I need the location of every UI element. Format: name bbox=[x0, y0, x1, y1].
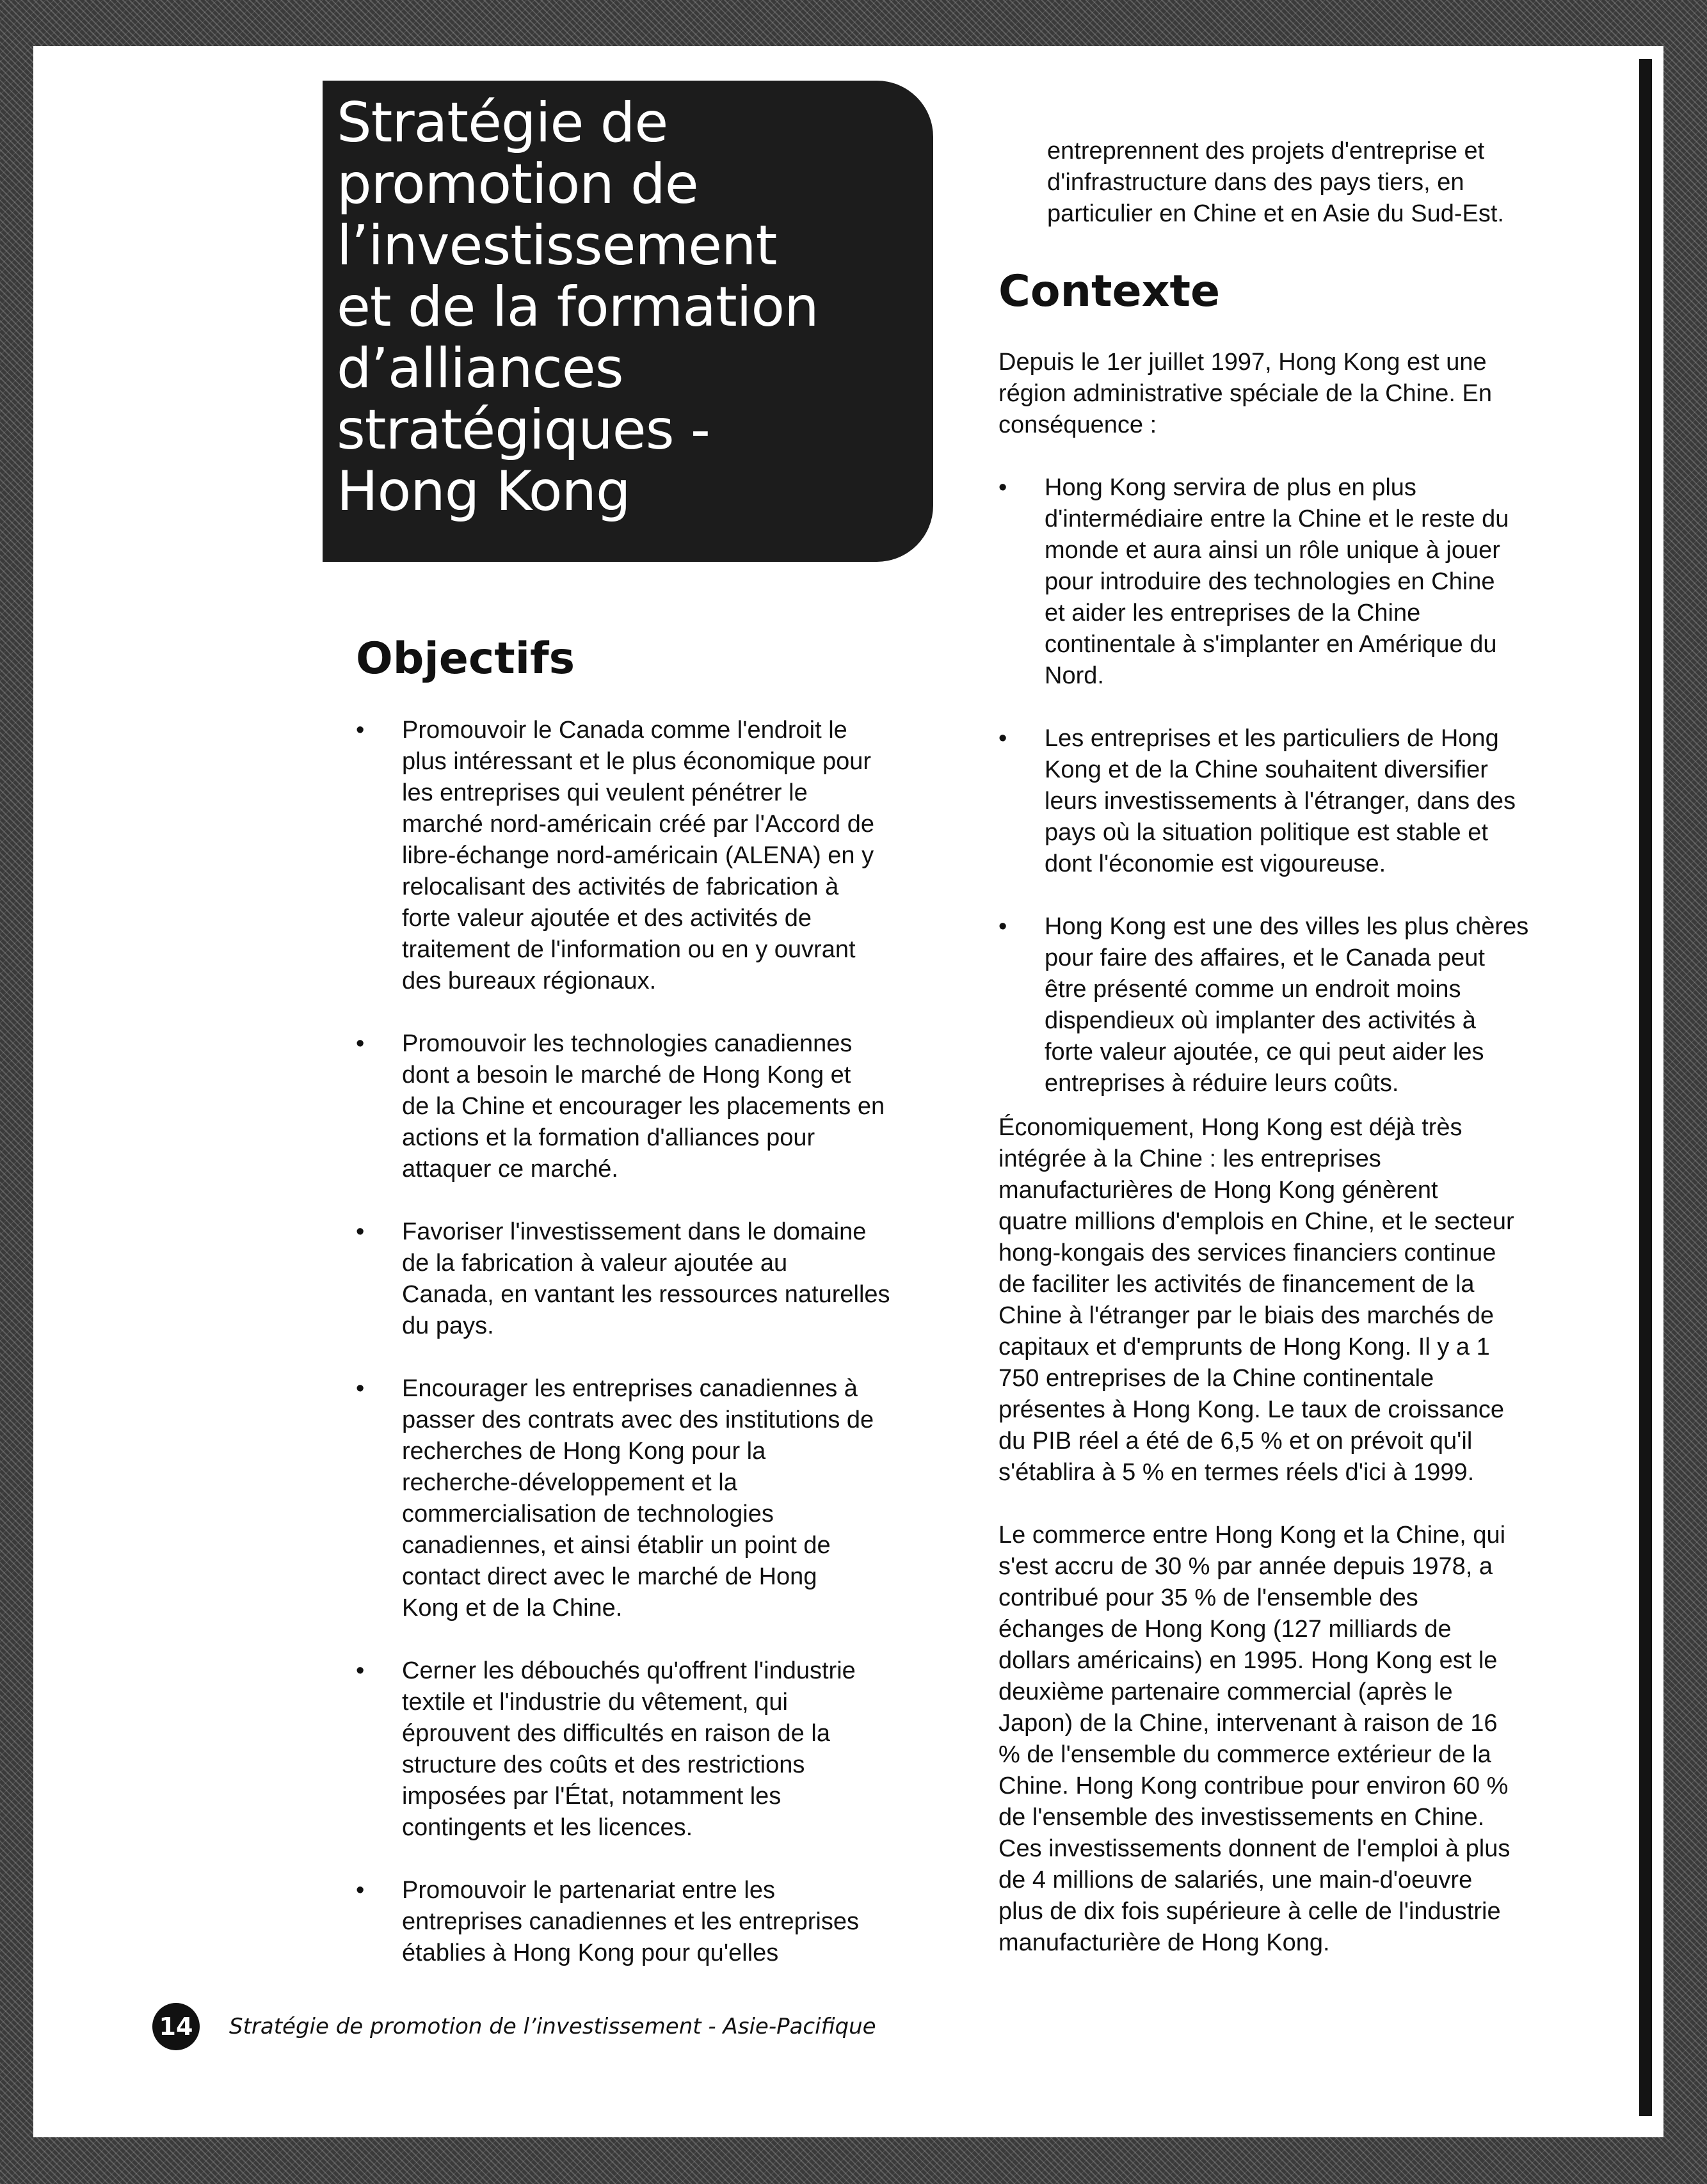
line: de la fabrication à valeur ajoutée au bbox=[402, 1250, 788, 1277]
line: monde et aura ainsi un rôle unique à jouer bbox=[1045, 537, 1500, 564]
bullet-icon: • bbox=[356, 1218, 365, 1245]
title-line: stratégiques - bbox=[337, 398, 710, 462]
list-item bbox=[998, 723, 1639, 880]
bullet-icon: • bbox=[356, 1877, 365, 1904]
contexte-heading: Contexte bbox=[998, 266, 1221, 317]
line: leurs investissements à l'étranger, dans des bbox=[1045, 788, 1516, 815]
page-number: 14 bbox=[152, 2003, 200, 2050]
line: canadiennes, et ainsi établir un point de bbox=[402, 1532, 831, 1559]
line: être présenté comme un endroit moins bbox=[1045, 976, 1461, 1003]
list-item bbox=[356, 1373, 977, 1624]
list-item bbox=[356, 715, 977, 997]
line: Depuis le 1er juillet 1997, Hong Kong est une bbox=[998, 349, 1487, 376]
continuation-paragraph bbox=[1047, 136, 1649, 230]
line: textile et l'industrie du vêtement, qui bbox=[402, 1689, 788, 1716]
bullet-icon: • bbox=[356, 717, 365, 744]
line: Promouvoir le partenariat entre les bbox=[402, 1877, 775, 1904]
line: des bureaux régionaux. bbox=[402, 968, 657, 994]
line: du PIB réel a été de 6,5 % et on prévoit qu'il bbox=[998, 1428, 1473, 1455]
line: intégrée à la Chine : les entreprises bbox=[998, 1145, 1381, 1172]
line: attaquer ce marché. bbox=[402, 1156, 618, 1183]
objectifs-heading: Objectifs bbox=[356, 634, 575, 684]
line: pour faire des affaires, et le Canada peut bbox=[1045, 945, 1485, 971]
line: de la Chine et encourager les placements en bbox=[402, 1093, 885, 1120]
line: du pays. bbox=[402, 1312, 494, 1339]
line: Hong Kong est une des villes les plus chères bbox=[1045, 913, 1529, 940]
line: de 4 millions de salariés, une main-d'oeuvre bbox=[998, 1867, 1473, 1893]
list-item bbox=[356, 1875, 977, 1969]
list-item bbox=[356, 1655, 977, 1844]
contexte-body bbox=[998, 347, 1639, 1959]
line: Promouvoir le Canada comme l'endroit le bbox=[402, 717, 847, 744]
bullet-icon: • bbox=[356, 1030, 365, 1057]
list-item bbox=[998, 472, 1639, 692]
list-item bbox=[356, 1216, 977, 1342]
line: imposées par l'État, notamment les bbox=[402, 1783, 781, 1810]
line: entreprises canadiennes et les entreprises bbox=[402, 1908, 859, 1935]
line: % de l'ensemble du commerce extérieur de la bbox=[998, 1741, 1491, 1768]
line: continentale à s'implanter en Amérique du bbox=[1045, 631, 1497, 658]
line: Nord. bbox=[1045, 662, 1104, 689]
line: contingents et les licences. bbox=[402, 1814, 693, 1841]
line: capitaux et d'emprunts de Hong Kong. Il y a 1 bbox=[998, 1334, 1490, 1360]
line: quatre millions d'emplois en Chine, et le secteur bbox=[998, 1208, 1514, 1235]
trade-paragraph bbox=[998, 1520, 1639, 1959]
line: plus intéressant et le plus économique pour bbox=[402, 748, 872, 775]
line: traitement de l'information ou en y ouvrant bbox=[402, 936, 856, 963]
line: recherches de Hong Kong pour la bbox=[402, 1438, 766, 1465]
line: entreprennent des projets d'entreprise et bbox=[1047, 138, 1485, 164]
line: s'est accru de 30 % par année depuis 1978, a bbox=[998, 1553, 1493, 1580]
line: d'intermédiaire entre la Chine et le reste du bbox=[1045, 506, 1509, 532]
line: Hong Kong servira de plus en plus bbox=[1045, 474, 1416, 501]
title-line: l’investissement bbox=[337, 214, 777, 278]
line: dont l'économie est vigoureuse. bbox=[1045, 850, 1386, 877]
line: Kong et de la Chine souhaitent diversifier bbox=[1045, 756, 1488, 783]
bullet-icon: • bbox=[998, 474, 1007, 501]
line: commercialisation de technologies bbox=[402, 1501, 774, 1527]
line: contact direct avec le marché de Hong bbox=[402, 1563, 817, 1590]
line: particulier en Chine et en Asie du Sud-Est. bbox=[1047, 200, 1504, 227]
line: manufacturière de Hong Kong. bbox=[998, 1929, 1330, 1956]
line: plus de dix fois supérieure à celle de l'industrie bbox=[998, 1898, 1501, 1925]
line: échanges de Hong Kong (127 milliards de bbox=[998, 1616, 1452, 1643]
line: les entreprises qui veulent pénétrer le bbox=[402, 779, 808, 806]
line: marché nord-américain créé par l'Accord de bbox=[402, 811, 875, 838]
line: Économiquement, Hong Kong est déjà très bbox=[998, 1114, 1463, 1141]
title-line: d’alliances bbox=[337, 337, 623, 401]
objectifs-list bbox=[356, 715, 977, 1969]
economy-paragraph bbox=[998, 1112, 1639, 1488]
line: forte valeur ajoutée, ce qui peut aider les bbox=[1045, 1039, 1484, 1065]
line: et aider les entreprises de la Chine bbox=[1045, 600, 1421, 626]
line: structure des coûts et des restrictions bbox=[402, 1751, 805, 1778]
line: forte valeur ajoutée et des activités de bbox=[402, 905, 812, 932]
line: libre-échange nord-américain (ALENA) en y bbox=[402, 842, 874, 869]
line: Kong et de la Chine. bbox=[402, 1595, 623, 1622]
line: Canada, en vantant les ressources naturelles bbox=[402, 1281, 890, 1308]
bullet-icon: • bbox=[356, 1375, 365, 1402]
line: contribué pour 35 % de l'ensemble des bbox=[998, 1584, 1418, 1611]
line: Chine à l'étranger par le biais des marchés de bbox=[998, 1302, 1495, 1329]
line: Favoriser l'investissement dans le domaine bbox=[402, 1218, 867, 1245]
title-box bbox=[323, 81, 933, 562]
line: actions et la formation d'alliances pour bbox=[402, 1124, 815, 1151]
line: Japon) de la Chine, intervenant à raison de 16 bbox=[998, 1710, 1498, 1737]
line: passer des contrats avec des institutions de bbox=[402, 1407, 874, 1433]
line: de l'ensemble des investissements en Chine. bbox=[998, 1804, 1485, 1831]
line: Promouvoir les technologies canadiennes bbox=[402, 1030, 853, 1057]
line: pays où la situation politique est stable et bbox=[1045, 819, 1488, 846]
line: présentes à Hong Kong. Le taux de croissance bbox=[998, 1396, 1505, 1423]
bullet-icon: • bbox=[356, 1657, 365, 1684]
bullet-icon: • bbox=[998, 725, 1007, 752]
line: d'infrastructure dans des pays tiers, en bbox=[1047, 169, 1464, 196]
line: Ces investissements donnent de l'emploi à plus bbox=[998, 1835, 1511, 1862]
line: manufacturières de Hong Kong génèrent bbox=[998, 1177, 1438, 1204]
title-line: Hong Kong bbox=[337, 459, 630, 523]
line: recherche-développement et la bbox=[402, 1469, 737, 1496]
footer-title: Stratégie de promotion de l’investissement - Asie-Pacifique bbox=[229, 2014, 876, 2039]
title-line: Stratégie de bbox=[337, 91, 668, 155]
line: hong-kongais des services financiers continue bbox=[998, 1239, 1496, 1266]
line: entreprises à réduire leurs coûts. bbox=[1045, 1070, 1399, 1097]
title-line: promotion de bbox=[337, 152, 698, 216]
line: région administrative spéciale de la Chine. En bbox=[998, 380, 1492, 407]
title-line: et de la formation bbox=[337, 275, 819, 339]
binding-shadow bbox=[1639, 59, 1652, 2116]
line: Chine. Hong Kong contribue pour environ 60 % bbox=[998, 1773, 1509, 1799]
line: établies à Hong Kong pour qu'elles bbox=[402, 1940, 779, 1966]
line: dont a besoin le marché de Hong Kong et bbox=[402, 1062, 851, 1088]
line: 750 entreprises de la Chine continentale bbox=[998, 1365, 1434, 1392]
line: dollars américains) en 1995. Hong Kong est le bbox=[998, 1647, 1498, 1674]
line: éprouvent des difficultés en raison de la bbox=[402, 1720, 830, 1747]
line: dispendieux où implanter des activités à bbox=[1045, 1007, 1476, 1034]
line: relocalisant des activités de fabrication à bbox=[402, 873, 839, 900]
line: Encourager les entreprises canadiennes à bbox=[402, 1375, 858, 1402]
list-item bbox=[356, 1028, 977, 1185]
intro-paragraph bbox=[998, 347, 1639, 441]
bullet-icon: • bbox=[998, 913, 1007, 940]
line: pour introduire des technologies en Chine bbox=[1045, 568, 1495, 595]
line: Les entreprises et les particuliers de Hong bbox=[1045, 725, 1499, 752]
line: de faciliter les activités de financement de la bbox=[998, 1271, 1475, 1298]
page-footer bbox=[152, 2003, 876, 2050]
line: deuxième partenaire commercial (après le bbox=[998, 1678, 1453, 1705]
list-item bbox=[998, 911, 1639, 1099]
line: Cerner les débouchés qu'offrent l'industrie bbox=[402, 1657, 856, 1684]
line: conséquence : bbox=[998, 411, 1157, 438]
line: s'établira à 5 % en termes réels d'ici à 1999. bbox=[998, 1459, 1475, 1486]
line: Le commerce entre Hong Kong et la Chine, qui bbox=[998, 1522, 1506, 1549]
